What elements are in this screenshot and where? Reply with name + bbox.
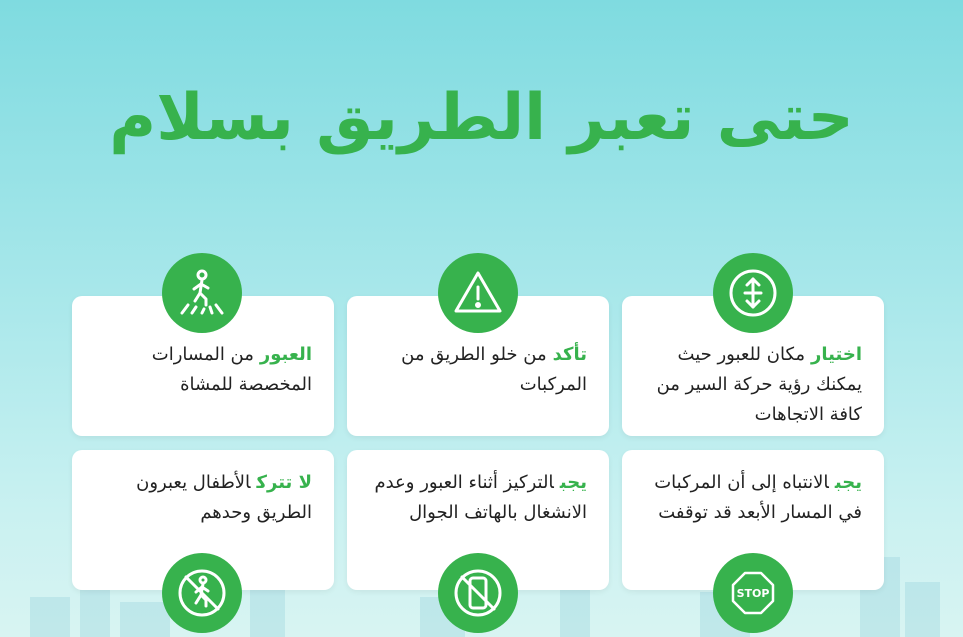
card-lead: يجب <box>834 472 862 493</box>
card-body: من المسارات المخصصة للمشاة <box>151 344 312 395</box>
page-title: حتى تعبر الطريق بسلام <box>109 81 854 155</box>
card-lead: اختيار <box>811 344 862 365</box>
pedestrian-crossing-icon <box>162 253 242 333</box>
stop-sign-text: STOP <box>736 587 770 600</box>
card-body: التركيز أثناء العبور وعدم الانشغال بالهاتف الجوال <box>374 472 587 523</box>
card-body: مكان للعبور حيث يمكنك رؤية حركة السير من كافة الاتجاهات <box>656 344 862 425</box>
warning-triangle-icon <box>438 253 518 333</box>
card-lead: يجب <box>559 472 587 493</box>
card-lead: تأكد <box>552 344 587 365</box>
card-text <box>638 340 862 430</box>
card-lead: لا تترك <box>256 472 312 493</box>
card-text <box>88 340 312 400</box>
card-text <box>88 468 312 528</box>
card-body: من خلو الطريق من المركبات <box>401 344 587 395</box>
card-lead: العبور <box>259 344 312 365</box>
no-walking-icon <box>162 553 242 633</box>
direction-arrows-icon <box>713 253 793 333</box>
stop-sign-icon <box>713 553 793 633</box>
card-body: الأطفال يعبرون الطريق وحدهم <box>136 472 312 523</box>
card-body: الانتباه إلى أن المركبات في المسار الأبعد قد توقفت <box>654 472 862 523</box>
no-phone-icon <box>438 553 518 633</box>
card-text <box>363 340 587 400</box>
card-text <box>363 468 587 528</box>
card-text <box>638 468 862 528</box>
